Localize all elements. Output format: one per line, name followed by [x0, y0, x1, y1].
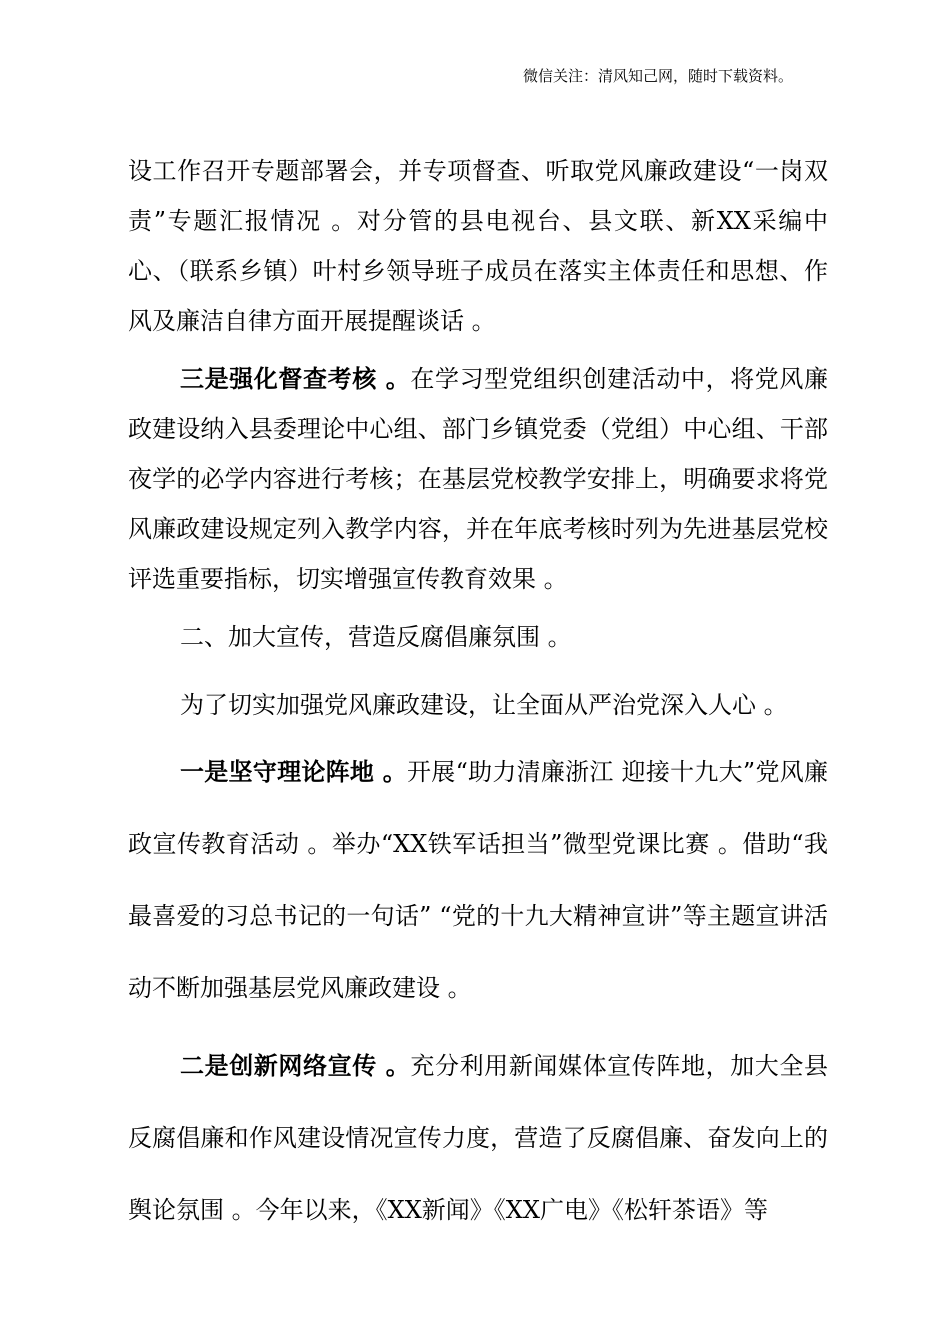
paragraph-2-text: 在学习型党组织创建活动中，将党风廉政建设纳入县委理论中心组、部门乡镇党委（党组）中心组、干部夜学的必学内容进行考核；在基层党校教学安排上，明确要求将党风廉政建设规定列入教学内容，并在年底考核时列为先进基层党校评选重要指标，切实增强宣传教育效果 。 — [128, 365, 828, 593]
page-header-note: 微信关注：清风知己网，随时下载资料。 — [523, 67, 794, 85]
paragraph-6 — [128, 1030, 828, 1246]
paragraph-5-heading: 一是坚守理论阵地 。 — [180, 757, 408, 786]
paragraph-6-heading: 二是创新网络宣传 。 — [180, 1051, 411, 1080]
document-body — [128, 146, 828, 1246]
paragraph-2 — [128, 354, 828, 604]
paragraph-6-text: 充分利用新闻媒体宣传阵地，加大全县反腐倡廉和作风建设情况宣传力度，营造了反腐倡廉、奋发向上的舆论氛围 。今年以来，《XX新闻》《XX广电》《松轩茶语》等 — [128, 1052, 828, 1224]
paragraph-5-text: 开展“助力清廉浙江 迎接十九大”党风廉政宣传教育活动 。举办“XX铁军话担当”微型党课比赛 。借助“我最喜爱的习总书记的一句话” “党的十九大精神宣讲”等主题宣讲活动不断加强基层党风廉政建设 。 — [128, 758, 828, 1002]
section-heading-2: 二、加大宣传，营造反腐倡廉氛围 。 — [180, 623, 572, 651]
paragraph-5 — [128, 736, 828, 1024]
paragraph-2-heading: 三是强化督查考核 。 — [180, 364, 411, 393]
paragraph-4: 为了切实加强党风廉政建设，让全面从严治党深入人心 。 — [180, 691, 788, 719]
paragraph-1: 设工作召开专题部署会，并专项督查、听取党风廉政建设“一岗双责”专题汇报情况 。对分管的县电视台、县文联、新XX采编中心、（联系乡镇）叶村乡领导班子成员在落实主体责任和思想、作风及廉洁自律方面开展提醒谈话 。 — [128, 157, 828, 335]
